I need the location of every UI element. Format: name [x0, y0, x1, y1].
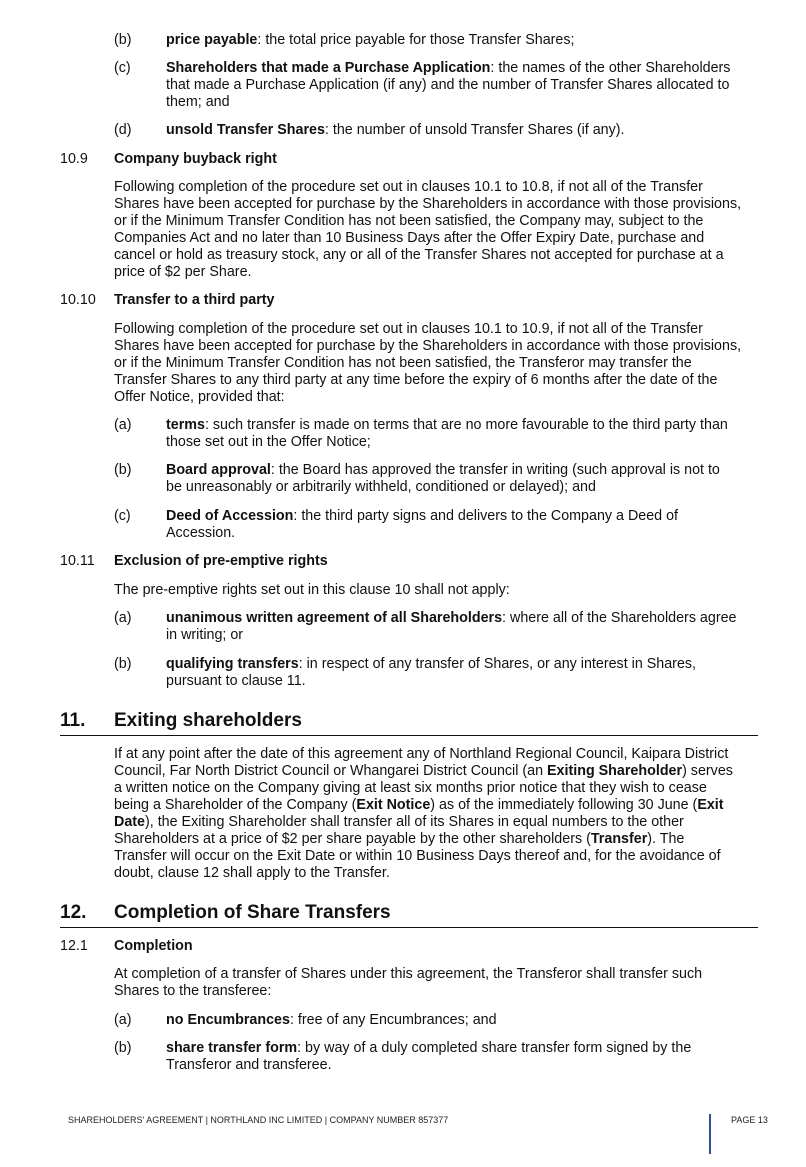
- clause-10-10-c-line-1: [166, 508, 678, 525]
- item-label: (a): [114, 417, 132, 433]
- footer-document-title: SHAREHOLDERS' AGREEMENT | NORTHLAND INC LIMITED | COMPANY NUMBER 857377: [68, 1115, 449, 1125]
- clause-text: : the names of the other Shareholders: [490, 60, 731, 76]
- item-label: (c): [114, 60, 131, 76]
- clause-text: : in respect of any transfer of Shares, or any interest in Shares,: [298, 656, 697, 672]
- defined-term: Shareholders that made a Purchase Application: [166, 60, 491, 76]
- defined-term: Deed of Accession: [166, 508, 294, 524]
- clause-number: 10.11: [60, 553, 95, 569]
- section-rule: [60, 927, 758, 928]
- clause-text: being a Shareholder of the Company (: [114, 797, 357, 813]
- paragraph-line: or if the Minimum Transfer Condition has not been satisfied, the Company may, subject to the: [114, 213, 704, 229]
- clause-text: ) serves: [682, 763, 733, 779]
- clause-text: : the total price payable for those Transfer Shares;: [257, 32, 575, 48]
- paragraph-line: Transfer Shares to any third party at any time before the expiry of 6 months after the date of the: [114, 372, 718, 388]
- clause-10-10-a-line-2: those set out in the Offer Notice;: [166, 434, 371, 450]
- clause-text: : where all of the Shareholders agree: [502, 610, 737, 626]
- clause-text: ) as of the immediately following 30 June (: [430, 797, 698, 813]
- clause-10-11-b-line-2: pursuant to clause 11.: [166, 673, 306, 689]
- paragraph-line: At completion of a transfer of Shares under this agreement, the Transferor shall transfer such: [114, 966, 703, 982]
- defined-term: Exiting Shareholder: [547, 763, 683, 779]
- paragraph-line: Companies Act and no later than 10 Business Days after the Offer Expiry Date, purchase and: [114, 230, 705, 246]
- paragraph-line: cancel or hold as treasury stock, any or all of the Transfer Shares not accepted for purchase at a: [114, 247, 724, 263]
- clause-10-10-c-line-2: Accession.: [166, 525, 236, 541]
- clause-10-8-c-line-2: that made a Purchase Application (if any) and the number of Transfer Shares allocated to: [166, 77, 730, 93]
- defined-term: no Encumbrances: [166, 1012, 290, 1028]
- clause-10-8-c-line-3: them; and: [166, 94, 230, 110]
- paragraph-line: a written notice on the Company giving at least six months prior notice that they wish to cease: [114, 780, 707, 796]
- paragraph-line: Shares have been accepted for purchase by the Shareholders in accordance with those provisions,: [114, 338, 742, 354]
- clause-text: : such transfer is made on terms that are no more favourable to the third party than: [204, 417, 728, 433]
- clause-10-8-d: [166, 122, 625, 139]
- paragraph-line: [114, 797, 724, 814]
- item-label: (b): [114, 462, 132, 478]
- paragraph-line: If at any point after the date of this agreement any of Northland Regional Council, Kaipara District: [114, 746, 729, 762]
- clause-number: 10.10: [60, 292, 96, 308]
- clause-text: ). The: [647, 831, 685, 847]
- paragraph-line: Following completion of the procedure set out in clauses 10.1 to 10.8, if not all of the Transfer: [114, 179, 703, 195]
- paragraph-line: [114, 763, 733, 780]
- clause-10-10-a-line-1: [166, 417, 728, 434]
- paragraph-line: price of $2 per Share.: [114, 264, 252, 280]
- clause-text: : the third party signs and delivers to the Company a Deed of: [293, 508, 679, 524]
- defined-term: qualifying transfers: [166, 656, 299, 672]
- clause-12-1-a: [166, 1012, 497, 1029]
- paragraph-line: or if the Minimum Transfer Condition has not been satisfied, the Transferor may transfer the: [114, 355, 692, 371]
- item-label: (a): [114, 610, 132, 626]
- defined-term: unsold Transfer Shares: [166, 122, 325, 138]
- footer-divider: [709, 1114, 711, 1154]
- item-label: (b): [114, 1040, 132, 1056]
- defined-term: Exit: [697, 797, 724, 813]
- item-label: (b): [114, 32, 132, 48]
- paragraph-line: Transfer will occur on the Exit Date or within 10 Business Days thereof and, for the avoidance of: [114, 848, 721, 864]
- page-number: PAGE 13: [731, 1115, 768, 1125]
- item-label: (b): [114, 656, 132, 672]
- paragraph-line: [114, 814, 684, 831]
- paragraph-line: doubt, clause 12 shall apply to the Transfer.: [114, 865, 390, 881]
- clause-heading: Company buyback right: [114, 151, 277, 167]
- clause-10-8-c-line-1: [166, 60, 730, 77]
- clause-10-11-b-line-1: [166, 656, 696, 673]
- clause-12-1-b-line-1: [166, 1040, 691, 1057]
- section-title: Completion of Share Transfers: [114, 902, 391, 923]
- defined-term: terms: [166, 417, 205, 433]
- clause-text: : the number of unsold Transfer Shares (if any).: [324, 122, 625, 138]
- section-title: Exiting shareholders: [114, 710, 302, 731]
- clause-text: : the Board has approved the transfer in writing (such approval is not to: [270, 462, 720, 478]
- clause-number: 10.9: [60, 151, 88, 167]
- clause-text: Council, Far North District Council or Whangarei District Council (an: [114, 763, 548, 779]
- paragraph-line: Following completion of the procedure set out in clauses 10.1 to 10.9, if not all of the Transfer: [114, 321, 703, 337]
- paragraph-line: Offer Notice, provided that:: [114, 389, 285, 405]
- clause-text: ), the Exiting Shareholder shall transfer all of its Shares in equal numbers to the other: [145, 814, 684, 830]
- clause-heading: Exclusion of pre-emptive rights: [114, 553, 328, 569]
- item-label: (d): [114, 122, 132, 138]
- defined-term: Exit Notice: [356, 797, 431, 813]
- clause-10-11-a-line-2: in writing; or: [166, 627, 244, 643]
- defined-term: Date: [114, 814, 145, 830]
- clause-text: Shareholders at a price of $2 per share payable by the other shareholders (: [114, 831, 591, 847]
- clause-text: : by way of a duly completed share transfer form signed by the: [297, 1040, 692, 1056]
- clause-10-10-b-line-1: [166, 462, 720, 479]
- clause-10-10-b-line-2: be unreasonably or arbitrarily withheld, conditioned or delayed); and: [166, 479, 596, 495]
- item-label: (c): [114, 508, 131, 524]
- clause-heading: Completion: [114, 938, 193, 954]
- paragraph-line: The pre-emptive rights set out in this clause 10 shall not apply:: [114, 582, 510, 598]
- section-number: 12.: [60, 902, 87, 923]
- clause-12-1-b-line-2: Transferor and transferee.: [166, 1057, 332, 1073]
- clause-text: : free of any Encumbrances; and: [289, 1012, 497, 1028]
- clause-10-8-b: [166, 32, 574, 49]
- clause-heading: Transfer to a third party: [114, 292, 275, 308]
- defined-term: share transfer form: [166, 1040, 298, 1056]
- section-number: 11.: [60, 710, 86, 731]
- defined-term: Transfer: [590, 831, 648, 847]
- paragraph-line: Shares to the transferee:: [114, 983, 272, 999]
- clause-10-11-a-line-1: [166, 610, 737, 627]
- defined-term: price payable: [166, 32, 258, 48]
- defined-term: Board approval: [166, 462, 271, 478]
- section-rule: [60, 735, 758, 736]
- paragraph-line: Shares have been accepted for purchase by the Shareholders in accordance with those provisions,: [114, 196, 742, 212]
- item-label: (a): [114, 1012, 132, 1028]
- defined-term: unanimous written agreement of all Shareholders: [166, 610, 503, 626]
- paragraph-line: [114, 831, 684, 848]
- clause-number: 12.1: [60, 938, 88, 954]
